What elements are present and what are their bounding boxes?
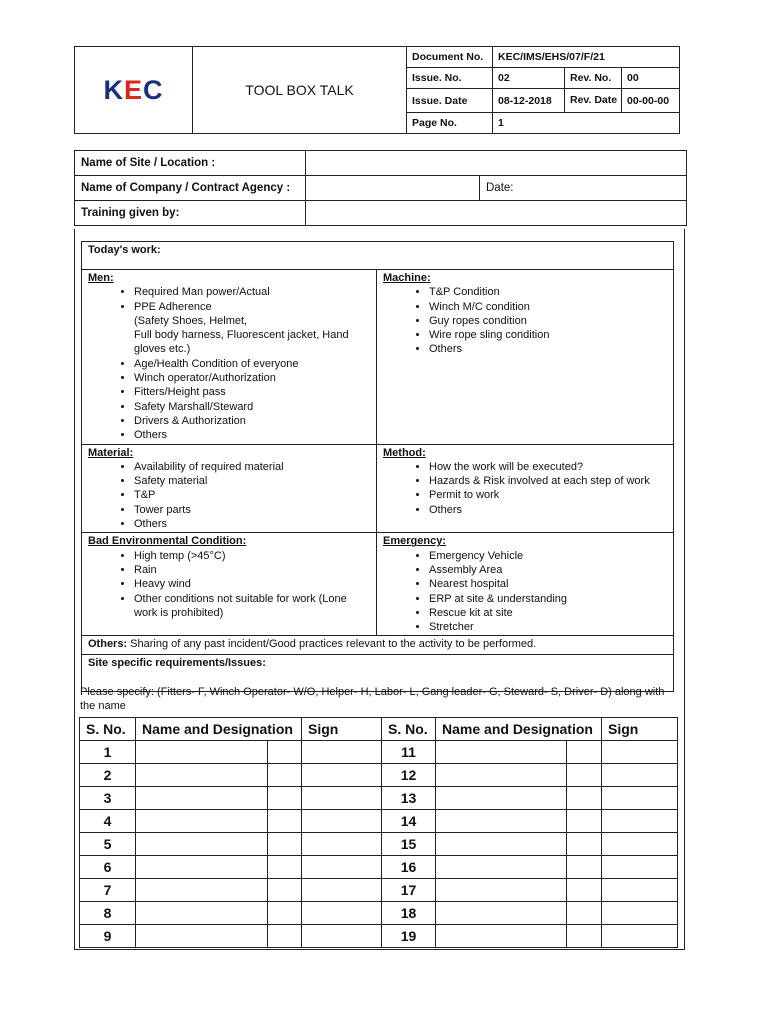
attendance-header bbox=[80, 718, 678, 741]
material-list bbox=[88, 460, 370, 531]
name-cell[interactable] bbox=[436, 833, 567, 856]
environment-title: Bad Environmental Condition: bbox=[88, 535, 247, 548]
designation-cell[interactable] bbox=[268, 764, 302, 787]
list-item: • Safety Marshall/Steward bbox=[134, 400, 370, 414]
emergency-list bbox=[383, 549, 667, 635]
sign-header: Sign bbox=[302, 718, 382, 741]
serial-number: 3 bbox=[80, 787, 136, 810]
list-item: • Guy ropes condition bbox=[429, 314, 667, 328]
sign-header: Sign bbox=[602, 718, 678, 741]
name-cell[interactable] bbox=[436, 810, 567, 833]
designation-cell[interactable] bbox=[567, 787, 602, 810]
designation-cell[interactable] bbox=[567, 879, 602, 902]
serial-number: 9 bbox=[80, 925, 136, 948]
designation-cell[interactable] bbox=[268, 856, 302, 879]
doc-no-label: Document No. bbox=[407, 47, 493, 68]
page-no-label: Page No. bbox=[407, 113, 493, 134]
name-cell[interactable] bbox=[136, 925, 268, 948]
designation-cell[interactable] bbox=[268, 902, 302, 925]
kec-logo: KEC bbox=[103, 74, 164, 105]
form-title: TOOL BOX TALK bbox=[193, 47, 407, 134]
issue-date-value: 08-12-2018 bbox=[493, 89, 565, 113]
name-cell[interactable] bbox=[436, 787, 567, 810]
serial-number: 17 bbox=[382, 879, 436, 902]
designation-cell[interactable] bbox=[268, 787, 302, 810]
table-row bbox=[80, 879, 678, 902]
list-item: • Assembly Area bbox=[429, 563, 667, 577]
attendance-table bbox=[79, 717, 678, 948]
list-item: • Rescue kit at site bbox=[429, 606, 667, 620]
table-row bbox=[80, 741, 678, 764]
list-item: • High temp (>45°C) bbox=[134, 549, 370, 563]
table-row bbox=[80, 787, 678, 810]
ppe-note: Full body harness, Fluorescent jacket, Hand gloves etc.) bbox=[134, 329, 349, 356]
list-item: • Availability of required material bbox=[134, 460, 370, 474]
sign-cell[interactable] bbox=[302, 879, 382, 902]
designation-cell[interactable] bbox=[567, 902, 602, 925]
designation-cell[interactable] bbox=[567, 833, 602, 856]
men-list bbox=[88, 285, 370, 442]
name-header: Name and Designation bbox=[436, 718, 602, 741]
list-item: • Tower parts bbox=[134, 503, 370, 517]
serial-number: 14 bbox=[382, 810, 436, 833]
name-header: Name and Designation bbox=[136, 718, 302, 741]
name-cell[interactable] bbox=[436, 902, 567, 925]
name-cell[interactable] bbox=[436, 764, 567, 787]
designation-cell[interactable] bbox=[567, 764, 602, 787]
list-item: • Nearest hospital bbox=[429, 577, 667, 591]
list-item: • Others bbox=[134, 428, 370, 442]
doc-no-value: KEC/IMS/EHS/07/F/21 bbox=[493, 47, 680, 68]
list-item: • T&P Condition bbox=[429, 285, 667, 299]
list-item: • Permit to work bbox=[429, 488, 667, 502]
date-field[interactable] bbox=[480, 176, 687, 201]
serial-number: 6 bbox=[80, 856, 136, 879]
designation-cell[interactable] bbox=[268, 810, 302, 833]
issue-no-value: 02 bbox=[493, 68, 565, 89]
document-header bbox=[74, 46, 680, 134]
list-item: • Hazards & Risk involved at each step of work bbox=[429, 474, 667, 488]
sign-cell[interactable] bbox=[302, 856, 382, 879]
table-row bbox=[80, 764, 678, 787]
site-field[interactable] bbox=[306, 151, 687, 176]
designation-cell[interactable] bbox=[268, 833, 302, 856]
list-item: • Safety material bbox=[134, 474, 370, 488]
material-title: Material: bbox=[88, 446, 134, 459]
ppe-note: (Safety Shoes, Helmet, bbox=[134, 314, 248, 327]
issue-no-label: Issue. No. bbox=[407, 68, 493, 89]
list-item: • Winch M/C condition bbox=[429, 300, 667, 314]
serial-number: 1 bbox=[80, 741, 136, 764]
environment-section bbox=[82, 533, 377, 636]
table-row bbox=[80, 902, 678, 925]
list-item: • Required Man power/Actual bbox=[134, 285, 370, 299]
list-item: • T&P bbox=[134, 488, 370, 502]
table-row bbox=[80, 810, 678, 833]
serial-number: 13 bbox=[382, 787, 436, 810]
sign-cell[interactable] bbox=[302, 902, 382, 925]
site-info-table bbox=[74, 150, 687, 226]
serial-number: 11 bbox=[382, 741, 436, 764]
list-item: • Others bbox=[429, 503, 667, 517]
name-cell[interactable] bbox=[136, 810, 268, 833]
list-item: • Fitters/Height pass bbox=[134, 385, 370, 399]
company-field[interactable] bbox=[306, 176, 480, 201]
others-row bbox=[82, 636, 674, 655]
sign-cell[interactable] bbox=[602, 925, 678, 948]
environment-list bbox=[88, 549, 370, 620]
name-cell[interactable] bbox=[136, 879, 268, 902]
others-text: Sharing of any past incident/Good practices relevant to the activity to be performed. bbox=[127, 638, 537, 651]
name-cell[interactable] bbox=[136, 833, 268, 856]
list-item: • ERP at site & understanding bbox=[429, 592, 667, 606]
designation-cell[interactable] bbox=[268, 741, 302, 764]
name-cell[interactable] bbox=[436, 925, 567, 948]
name-cell[interactable] bbox=[136, 902, 268, 925]
material-section bbox=[82, 444, 377, 533]
table-row bbox=[80, 925, 678, 948]
list-item: • Rain bbox=[134, 563, 370, 577]
serial-number: 5 bbox=[80, 833, 136, 856]
issue-date-label: Issue. Date bbox=[407, 89, 493, 113]
emergency-section bbox=[377, 533, 674, 636]
sign-cell[interactable] bbox=[602, 764, 678, 787]
rev-date-label: Rev. Date bbox=[565, 89, 622, 113]
serial-number: 18 bbox=[382, 902, 436, 925]
sign-cell[interactable] bbox=[302, 925, 382, 948]
serial-number: 16 bbox=[382, 856, 436, 879]
date-label: Date: bbox=[486, 182, 514, 194]
designation-cell[interactable] bbox=[567, 741, 602, 764]
sign-cell[interactable] bbox=[602, 833, 678, 856]
name-cell[interactable] bbox=[136, 787, 268, 810]
serial-number: 15 bbox=[382, 833, 436, 856]
table-row bbox=[80, 833, 678, 856]
sno-header: S. No. bbox=[382, 718, 436, 741]
table-row bbox=[80, 856, 678, 879]
list-item: • Emergency Vehicle bbox=[429, 549, 667, 563]
rev-no-label: Rev. No. bbox=[565, 68, 622, 89]
serial-number: 19 bbox=[382, 925, 436, 948]
men-title: Men: bbox=[88, 272, 114, 284]
designation-cell[interactable] bbox=[268, 879, 302, 902]
name-cell[interactable] bbox=[436, 741, 567, 764]
others-label: Others: bbox=[88, 638, 128, 651]
rev-no-value: 00 bbox=[622, 68, 680, 89]
method-title: Method: bbox=[383, 446, 426, 459]
method-list bbox=[383, 460, 667, 517]
sign-cell[interactable] bbox=[302, 833, 382, 856]
sign-cell[interactable] bbox=[602, 810, 678, 833]
list-item: • Others bbox=[134, 517, 370, 531]
list-item: • Age/Health Condition of everyone bbox=[134, 357, 370, 371]
name-cell[interactable] bbox=[136, 856, 268, 879]
training-label: Training given by: bbox=[75, 201, 306, 226]
sign-cell[interactable] bbox=[302, 741, 382, 764]
machine-list bbox=[383, 285, 667, 356]
serial-number: 12 bbox=[382, 764, 436, 787]
machine-title: Machine: bbox=[383, 272, 431, 284]
sign-cell[interactable] bbox=[302, 810, 382, 833]
specify-note: Please specify: (Fitters- F, Winch Operator- W/O, Helper- H, Labor- L, Gang leader- G, Steward- S, Driver- D) along with the name bbox=[80, 686, 665, 712]
sno-header: S. No. bbox=[80, 718, 136, 741]
site-specific-label: Site specific requirements/Issues: bbox=[82, 655, 674, 692]
method-section bbox=[377, 444, 674, 533]
serial-number: 4 bbox=[80, 810, 136, 833]
sign-cell[interactable] bbox=[302, 764, 382, 787]
designation-cell[interactable] bbox=[567, 856, 602, 879]
serial-number: 8 bbox=[80, 902, 136, 925]
list-item: • Others bbox=[429, 342, 667, 356]
logo-cell bbox=[75, 47, 193, 134]
list-item: • How the work will be executed? bbox=[429, 460, 667, 474]
designation-cell[interactable] bbox=[567, 810, 602, 833]
page-no-value: 1 bbox=[493, 113, 680, 134]
list-item: • Wire rope sling condition bbox=[429, 328, 667, 342]
name-cell[interactable] bbox=[136, 764, 268, 787]
training-field[interactable] bbox=[306, 201, 687, 226]
sign-cell[interactable] bbox=[302, 787, 382, 810]
name-cell[interactable] bbox=[436, 879, 567, 902]
site-label: Name of Site / Location : bbox=[75, 151, 306, 176]
list-item: • Winch operator/Authorization bbox=[134, 371, 370, 385]
list-item: • Other conditions not suitable for work (Lone work is prohibited) bbox=[134, 592, 370, 621]
company-label: Name of Company / Contract Agency : bbox=[75, 176, 306, 201]
sign-cell[interactable] bbox=[602, 787, 678, 810]
men-section bbox=[82, 270, 377, 445]
sign-cell[interactable] bbox=[602, 856, 678, 879]
serial-number: 2 bbox=[80, 764, 136, 787]
work-checklist bbox=[81, 241, 674, 692]
emergency-title: Emergency: bbox=[383, 535, 446, 548]
todays-work-label: Today's work: bbox=[82, 242, 674, 270]
list-item: • Drivers & Authorization bbox=[134, 414, 370, 428]
name-cell[interactable] bbox=[136, 741, 268, 764]
machine-section bbox=[377, 270, 674, 445]
name-cell[interactable] bbox=[436, 856, 567, 879]
serial-number: 7 bbox=[80, 879, 136, 902]
list-item: • Stretcher bbox=[429, 620, 667, 634]
sign-cell[interactable] bbox=[602, 741, 678, 764]
sign-cell[interactable] bbox=[602, 902, 678, 925]
list-item: • PPE Adherence (Safety Shoes, Helmet, Full body harness, Fluorescent jacket, Hand gloves etc.) bbox=[134, 300, 370, 357]
list-item: • Heavy wind bbox=[134, 577, 370, 591]
designation-cell[interactable] bbox=[567, 925, 602, 948]
sign-cell[interactable] bbox=[602, 879, 678, 902]
designation-cell[interactable] bbox=[268, 925, 302, 948]
rev-date-value: 00-00-00 bbox=[622, 89, 680, 113]
